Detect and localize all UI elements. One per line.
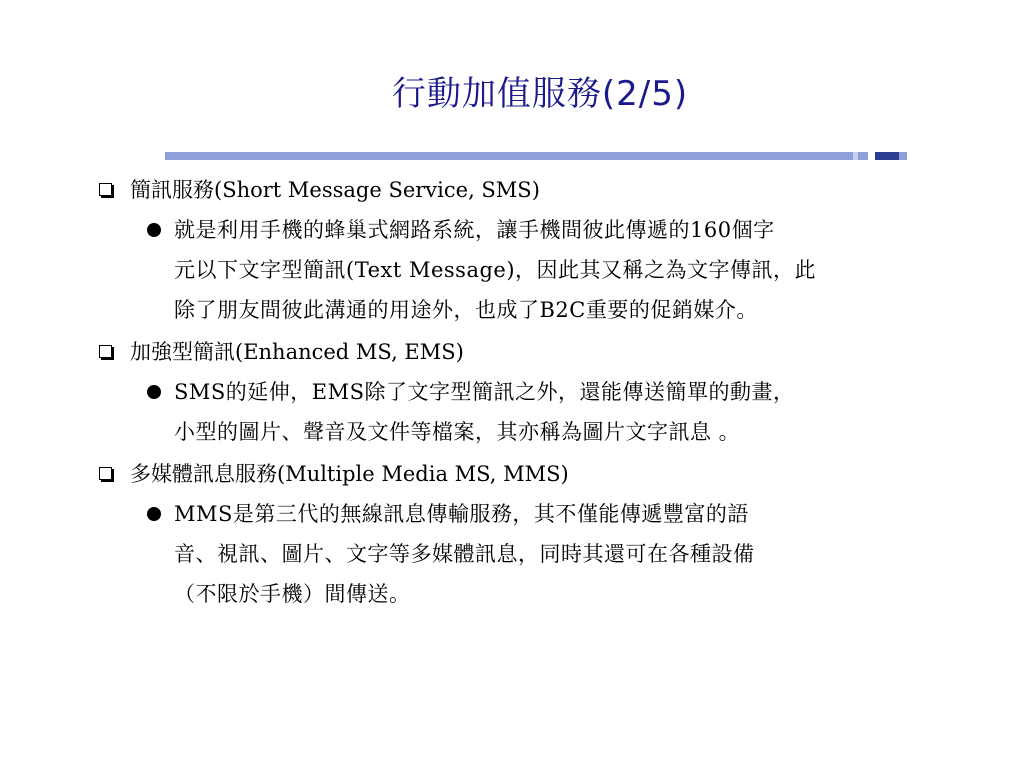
filled-circle-icon xyxy=(147,223,161,237)
title-underline xyxy=(165,152,907,160)
sub-bullet-line: MMS是第三代的無線訊息傳輸服務，其不僅能傳遞豐富的語 xyxy=(174,502,749,526)
checkbox-square-icon xyxy=(99,345,112,358)
underline-segment-mid xyxy=(858,152,868,160)
filled-circle-icon xyxy=(147,385,161,399)
underline-segment-end xyxy=(899,152,907,160)
sub-bullet-line: （不限於手機）間傳送。 xyxy=(174,582,411,606)
underline-segment-dark xyxy=(875,152,899,160)
sub-bullet-line: 就是利用手機的蜂巢式網路系統，讓手機間彼此傳遞的160個字 xyxy=(174,218,775,242)
slide-title: 行動加值服務(2/5) xyxy=(391,74,689,114)
sub-bullet-line: 音、視訊、圖片、文字等多媒體訊息，同時其還可在各種設備 xyxy=(174,542,755,566)
sub-bullet-sms xyxy=(95,210,985,330)
bullet-item-sms xyxy=(95,174,985,206)
sub-bullet-line: 除了朋友間彼此溝通的用途外，也成了B2C重要的促銷媒介。 xyxy=(174,298,758,322)
bullet-heading: 多媒體訊息服務(Multiple Media MS, MMS) xyxy=(130,462,569,486)
bullet-item-mms xyxy=(95,458,985,490)
bullet-heading: 加強型簡訊(Enhanced MS, EMS) xyxy=(130,340,464,364)
sub-bullet-line: SMS的延伸，EMS除了文字型簡訊之外，還能傳送簡單的動畫， xyxy=(174,380,795,404)
sub-bullet-line: 元以下文字型簡訊(Text Message)，因此其又稱之為文字傳訊，此 xyxy=(174,258,817,282)
checkbox-square-icon xyxy=(99,467,112,480)
bullet-item-ems xyxy=(95,336,985,368)
bullet-heading: 簡訊服務(Short Message Service, SMS) xyxy=(130,178,540,202)
slide-body xyxy=(95,170,985,620)
underline-segment-main xyxy=(165,152,853,160)
filled-circle-icon xyxy=(147,507,161,521)
sub-bullet-mms xyxy=(95,494,985,614)
checkbox-square-icon xyxy=(99,183,112,196)
sub-bullet-ems xyxy=(95,372,985,452)
sub-bullet-line: 小型的圖片、聲音及文件等檔案，其亦稱為圖片文字訊息 。 xyxy=(174,420,741,444)
